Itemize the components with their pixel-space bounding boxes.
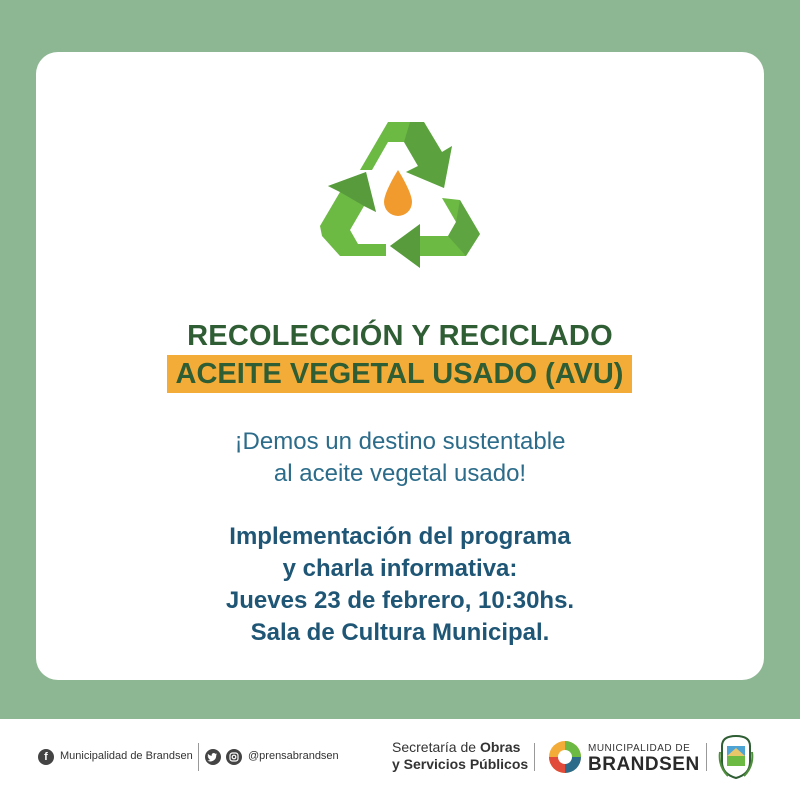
secretaria-prefix: Secretaría de [392,739,480,755]
twitter-icon[interactable] [205,749,221,765]
municipality-name: BRANDSEN [588,754,700,775]
divider [706,743,707,771]
title-line-2: ACEITE VEGETAL USADO (AVU) [175,358,624,390]
facebook-handle: Municipalidad de Brandsen [60,750,193,762]
event-line-2: y charla informativa: [282,555,518,582]
tagline [0,426,800,490]
facebook-icon[interactable]: f [38,749,54,765]
divider [534,743,535,771]
footer [0,719,800,800]
secretaria-bold-2: y Servicios Públicos [392,756,529,772]
oil-drop-icon [382,168,414,220]
title-line-1: RECOLECCIÓN Y RECICLADO [187,320,613,352]
municipality-small-label: MUNICIPALIDAD DE [588,743,691,754]
social-handle: @prensabrandsen [248,750,339,762]
tagline-line-2: al aceite vegetal usado! [273,460,527,487]
secretaria-label [392,739,528,773]
event-line-1: Implementación del programa [229,523,571,550]
event-info [0,521,800,649]
municipality-logo [548,740,582,774]
crest-icon [718,732,754,782]
event-line-4: Sala de Cultura Municipal. [250,619,550,646]
secretaria-bold-1: Obras [479,739,521,755]
event-line-3: Jueves 23 de febrero, 10:30hs. [225,587,575,614]
instagram-icon[interactable] [226,749,242,765]
title-highlight-band [167,355,632,393]
tagline-line-1: ¡Demos un destino sustentable [234,428,566,455]
divider [198,743,199,771]
